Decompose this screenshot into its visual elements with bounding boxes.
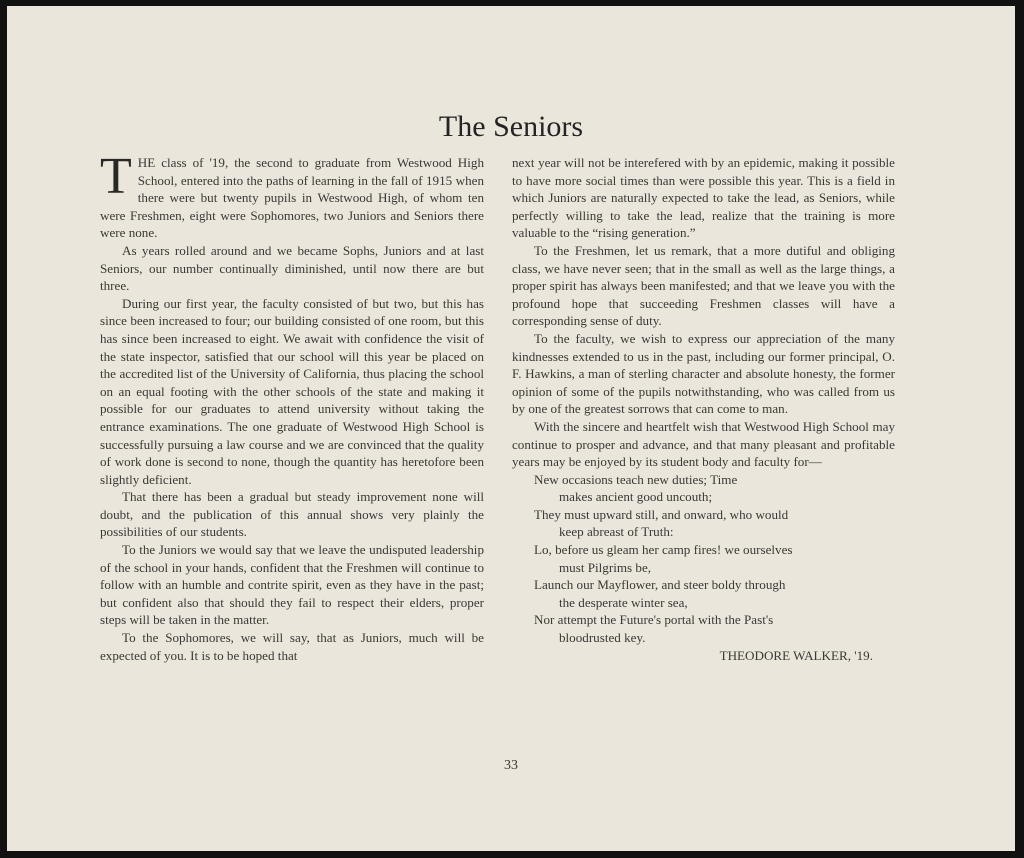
poem-line: Nor attempt the Future's portal with the Past's [534,612,774,628]
poem-line-continuation: keep abreast of Truth: [559,524,674,540]
paragraph-4: That there has been a gradual but steady improvement none will doubt, and the publication of this annual shows very plainly the possibilities of our students. [100,489,484,540]
poem-line: Lo, before us gleam her camp fires! we ourselves [534,542,793,558]
paragraph-3: During our first year, the faculty consisted of but two, but this has since been increased to four; our building consisted of one room, but this has since been increased to eight. We await with confidence the visit of the state inspector, satisfied that our school will this year be placed on the accredited list of the University of California, thus placing the school on an equal footing with the other schools of the state and making it possible for our graduates to attend university without taking the entrance examinations. The one graduate of Westwood High School is successfully pursuing a law course and we are convinced that the quality of work done is second to none, though the quantity has heretofore been slightly deficient. [100,295,484,487]
page-title: The Seniors [438,110,584,143]
poem-line-continuation: must Pilgrims be, [559,559,652,575]
paragraph-5: To the Juniors we would say that we leave the undisputed leadership of the school in your hands, confident that the Freshmen will continue to follow with an humble and contrite spirit, even as they have in the past; but confident also that should they fail to respect their elders, proper steps will be taken in the matter. [100,542,484,628]
document-page [7,6,1015,851]
poem-line-continuation: makes ancient good uncouth; [559,489,713,505]
drop-cap: T [100,148,132,205]
poem-line: New occasions teach new duties; Time [534,471,738,487]
paragraph-continuation: next year will not be interefered with by an epidemic, making it possible to have more social times than were possible this year. This is a field in which Juniors are naturally expected to take the lead, as Seniors, while perfectly willing to take the lead, realize that the training is more valuable to the “rising generation.” [512,155,895,241]
paragraph-6: To the Sophomores, we will say, that as Juniors, much will be expected of you. It is to be hoped that [100,630,484,663]
left-column [100,148,484,664]
paragraph-1-text: HE class of '19, the second to graduate from Westwood High School, entered into the paths of learning in the fall of 1915 when there were but twenty pupils in Westwood High, of whom ten were Freshmen, eight were Sophomores, two Juniors and Seniors there were none. [100,155,484,241]
paragraph-7: To the Freshmen, let us remark, that a more dutiful and obliging class, we have never seen; that in the small as well as the large things, a proper spirit has always been manifested; and that we leave you with the profound hope that succeeding Freshmen classes will have a corresponding sense of duty. [512,242,895,329]
paragraph-9: With the sincere and heartfelt wish that Westwood High School may continue to prosper and advance, and that many pleasant and profitable years may be enjoyed by its student body and faculty for— [512,418,895,470]
page-number: 33 [504,758,518,773]
poem-line-continuation: the desperate winter sea, [559,594,688,610]
paragraph-1 [100,148,484,242]
paragraph-2: As years rolled around and we became Sophs, Juniors and at last Seniors, our number continually diminished, until now there are but three. [100,242,484,294]
author-signature: THEODORE WALKER, '19. [719,647,873,663]
poem-line: They must upward still, and onward, who would [534,506,789,522]
right-column [512,154,895,664]
poem-line-continuation: bloodrusted key. [559,630,646,646]
poem-line: Launch our Mayflower, and steer boldy through [534,577,786,593]
poem [512,471,895,647]
paragraph-8: To the faculty, we wish to express our appreciation of the many kindnesses extended to us in the past, including our former principal, O. F. Hawkins, a man of sterling character and absolute honesty, the former opinion of some of the pupils notwithstanding, who was called from us by one of the greatest sorrows that can come to man. [512,330,895,417]
